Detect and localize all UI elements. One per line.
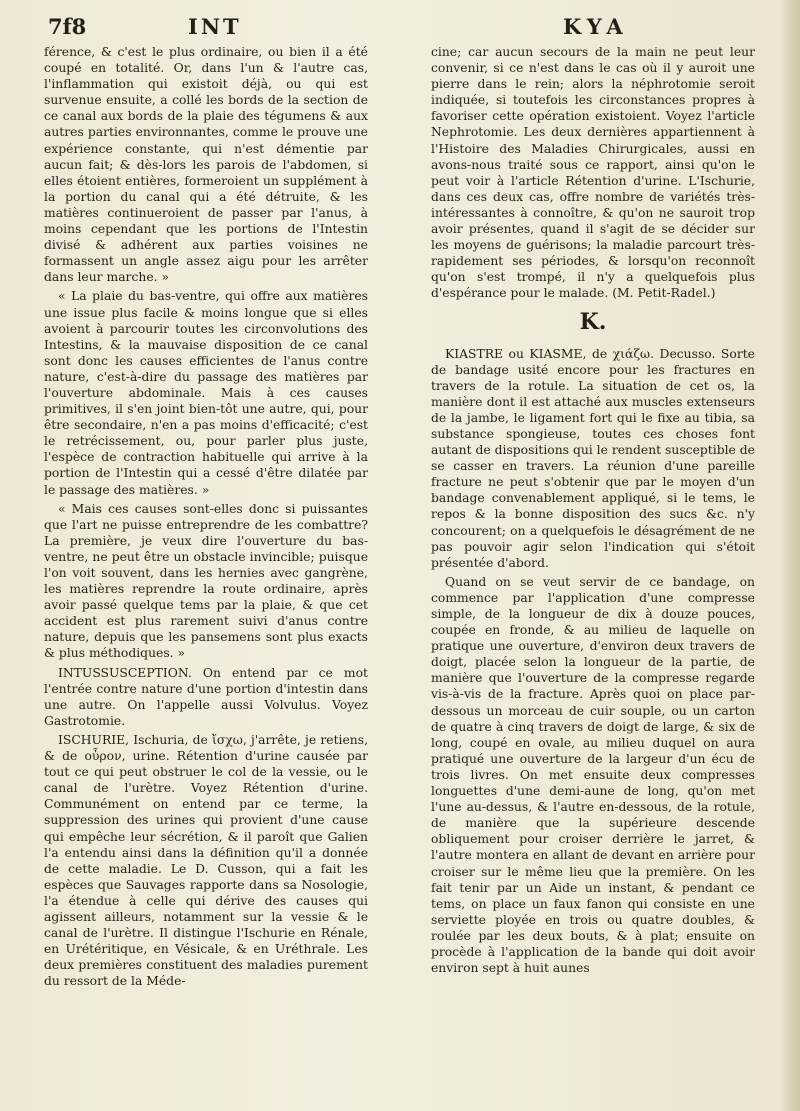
paragraph-causes: « Mais ces causes sont-elles donc si puissantes que l'art ne puisse entreprendre de les combattre? La première, je veux dire l'ouverture du bas-ventre, ne peut être un obstacle invincible; puisque l'on voit souvent, dans les hernies avec gangrène, les matières reprendre la route ordinaire, après avoir passé quelque tems par la plaie, & que cet accident est plus rarement suivi d'anus contre nature, depuis que les pansemens sont plus exacts & plus méthodiques. » — [44, 501, 368, 661]
left-column — [44, 44, 368, 992]
right-running-head: KYA — [563, 14, 629, 39]
right-column — [431, 44, 755, 979]
paragraph-continuation: férence, & c'est le plus ordinaire, ou bien il a été coupé en totalité. Or, dans l'un & l'autre cas, l'inflammation qui existoit déjà, ou qui est survenue ensuite, a collé les bords de la section de ce canal aux bords de la plaie des tégumens & aux autres parties environnantes, comme le prouve une expérience constante, qui n'est démentie par aucun fait; & dès-lors les parois de l'abdomen, si elles étoient entières, formeroient un supplément à la portion du canal qui a été détruite, & les matières continueroient de passer par l'anus, à moins cependant que les portions de l'Intestin divisé & adhérent aux parties voisines ne formassent un angle assez aigu pour les arrêter dans leur marche. » — [44, 45, 368, 285]
entry-ischurie: ISCHURIE, Ischuria, de ἴσχω, j'arrête, je retiens, & de οὖρον, urine. Rétention d'urine causée par tout ce qui peut obstruer le col de la vessie, ou le canal de l'urètre. Voyez Rétention d'urine. Communément on entend par ce terme, la suppression des urines qui provient d'une cause qui empêche leur sécrétion, & il paroît que Galien l'a entendu ainsi dans la définition qu'il a donnée de cette maladie. Le D. Cusson, qui a fait les espèces que Sauvages rapporte dans sa Nosologie, l'a étendue à celle qui dérive des causes qui agissent ailleurs, notamment sur la vessie & le canal de l'urètre. Il distingue l'Ischurie en Rénale, en Urétéritique, en Vésicale, & en Uréthrale. Les deux premières constituent des maladies purement du ressort de la Méde- — [44, 732, 368, 989]
section-letter-k: K. — [579, 308, 607, 335]
page-edge-shadow — [778, 0, 800, 1111]
entry-kiastre: KIASTRE ou KIASME, de χιάζω. Decusso. Sorte de bandage usité encore pour les fractures en travers de la rotule. La situation de cet os, la manière dont il est attaché aux muscles extenseurs de la jambe, le ligament fort qui le fixe au tibia, sa substance spongieuse, toutes ces choses font autant de dispositions qui le rendent susceptible de se casser en travers. La réunion d'une pareille fracture ne peut s'obtenir que par le moyen d'un bandage convenablement appliqué, si le tems, le repos & la bonne disposition des sucs &c. n'y concourent; on a quelquefois le désagrément de ne pas pouvoir agir selon l'indication qui s'étoit présentée d'abord. — [431, 346, 755, 570]
paragraph-ischurie-continuation: cine; car aucun secours de la main ne peut leur convenir, si ce n'est dans le cas où il y auroit une pierre dans le rein; alors la néphrotomie seroit indiquée, si toutefois les circonstances propres à favoriser cette opération existoient. Voyez l'article Nephrotomie. Les deux dernières appartiennent à l'Histoire des Maladies Chirurgicales, aussi en avons-nous traité sous ce rapport, ainsi qu'on le peut voir à l'article Rétention d'urine. L'Ischurie, dans ces deux cas, offre nombre de variétés très-intéressantes à connoître, & qu'on ne sauroit trop avoir présentes, quand il s'agit de se décider sur les moyens de guérisons; la maladie parcourt très-rapidement ses périodes, & lorsqu'on reconnoît qu'on s'est trompé, il n'y a quelquefois plus d'espérance pour le malade. (M. Petit-Radel.) — [431, 45, 755, 301]
left-running-head: INT — [188, 14, 242, 39]
entry-intussusception: INTUSSUSCEPTION. On entend par ce mot l'entrée contre nature d'une portion d'intestin dans une autre. On l'appelle aussi Volvulus. Voyez Gastrotomie. — [44, 665, 368, 728]
page-number: 7f8 — [48, 14, 87, 39]
paragraph-plaie: « La plaie du bas-ventre, qui offre aux matières une issue plus facile & moins longue que si elles avoient à parcourir toutes les circonvolutions des Intestins, & la mauvaise disposition de ce canal sont donc les causes efficientes de l'anus contre nature, c'est-à-dire du passage des matières par l'ouverture abdominale. Mais à ces causes primitives, il s'en joint bien-tôt une autre, qui, pour être secondaire, n'en a pas moins d'efficacité; c'est le retrécissement, ou, pour parler plus juste, l'espèce de contraction habituelle qui arrive à la portion de l'Intestin qui a cessé d'être dilatée par le passage des matières. » — [44, 289, 368, 497]
running-header — [48, 14, 752, 40]
paragraph-bandage-application: Quand on se veut servir de ce bandage, on commence par l'application d'une compresse simple, de la longueur de dix à douze pouces, coupée en fronde, & au milieu de laquelle on pratique une ouverture, d'environ deux travers de doigt, placée selon la longueur de la partie, de manière que l'ouverture de la compresse regarde vis-à-vis de la fracture. Après quoi on place par-dessous un morceau de cuir souple, ou un carton de quatre à cinq travers de doigt de large, & six de long, coupé en ovale, au milieu duquel on aura pratiqué une ouverture de la largeur d'un écu de trois livres. On met ensuite deux compresses longuettes d'une demi-aune de long, qu'on met l'une au-dessus, & l'autre en-dessous, de la rotule, de manière que la supérieure descende obliquement pour croiser derrière le jarret, & l'autre montera en allant de devant en arrière pour croiser sur le même lieu que la première. On les fait tenir par un Aide un instant, & pendant ce tems, on place un faux fanon qui consiste en une serviette ployée en trois ou quatre doubles, & roulée par les deux bouts, & à plat; ensuite on procède à l'application de la bande qui doit avoir environ sept à huit aunes — [431, 574, 755, 976]
